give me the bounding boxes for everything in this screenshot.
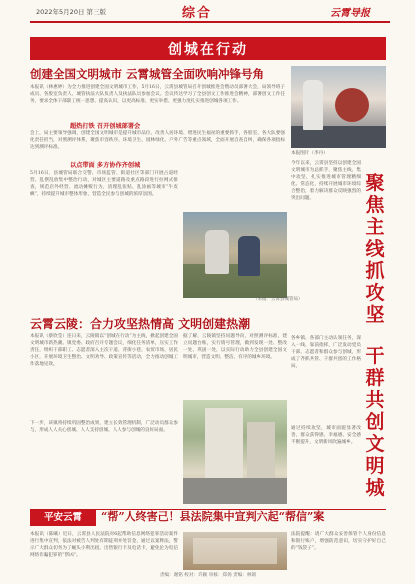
header-rule xyxy=(30,21,390,23)
article1-caption: （本报：云霄县城管局） xyxy=(253,297,303,302)
bottom-photo xyxy=(183,532,287,570)
bottom-paragraph-1: 本报讯（陈曦）近日，云霄县人民法院对6起帮助信息网络犯罪活动案件进行集中宣判，依法对被告人判处有期徒刑并处罚金，通过以案释法，警示广大群众切勿为了蝇头小利出租、出售银行卡及电话卡，避免沦为电信网络诈骗犯罪的“帮凶”。 xyxy=(30,532,178,558)
right-paragraph-2: 各乡镇、各部门主动认领任务，深入一线、靠前指挥，广泛发动党员干部、志愿者和群众参与创城，形成了齐抓共管、干群共创的工作格局。 xyxy=(291,336,361,369)
section-banner xyxy=(30,37,386,60)
article1-paragraph-3: 5月16日，县城管局联合交警、市场监管、街道社区等部门开展占道经营、乱摆乱放集中整治行动，对城区主要道路及重点路段进行拉网式排查，规范店外经营、流动摊贩行为，清理乱张贴、乱涂画等城市“牛皮癣”，持续提升城市整体形象，营造全民参与创城的浓厚氛围。 xyxy=(30,171,178,197)
article1-paragraph-2: 会上，局主要领导强调，创建全国文明城市是提升城市品位、改善人居环境、增进民生福祉的重要抓手，各股室、各大队要强化责任担当，对照测评体系，聚焦市容秩序、环境卫生、园林绿化、户外广告等重点领域，全面开展自查自纠，确保各项指标达到测评标准。 xyxy=(30,131,285,150)
right-paragraph-1: 今年以来，云霄县坚持以创建全国文明城市为总抓手，聚焦主线、集中攻坚，扎实推进城市管理精细化、常态化，持续开展城市环境综合整治，着力解决群众反映强烈的突出问题。 xyxy=(291,161,361,201)
issue-date: 2022年5月20日 第三版 xyxy=(36,8,107,16)
article1-subhead-1: 超热打铁 召开创城部署会 xyxy=(70,123,141,130)
right-photo xyxy=(291,66,386,148)
newspaper-logo: 云霄导报 xyxy=(330,8,370,19)
article1-subhead-2: 以点带面 多方协作齐创城 xyxy=(70,162,141,169)
page-header xyxy=(0,0,415,24)
right-paragraph-3: 通过持续攻坚，城市面貌显著改善，群众获得感、幸福感、安全感不断提升，文明新风吹遍城乡。 xyxy=(291,426,361,445)
article2-paragraph-3: 下一步，该镇将持续巩固整治成果，建立长效管理机制，广泛动员群众参与，形成人人关心创城、人人支持创城、人人参与创城的良好局面。 xyxy=(30,421,178,433)
bottom-paragraph-2: 法院提醒：请广大群众妥善保管个人身份信息和银行账户，增强防范意识，切实守护好自己的“钱袋子”。 xyxy=(291,532,386,551)
bottom-section-tag: 平安云霄 xyxy=(30,510,96,526)
article1-paragraph-1: 本报讯（林惠婷）为全力推进创建全国文明城市工作，5月16日，云霄县城管局召开创城推进会暨动员部署大会，局领导班子成员、各股室负责人、城管执法大队负责人及执法队员参加会议。会议传达学习了全县创文工作推进会精神，部署创文工作任务，要求全体干部职工统一思想、提高认识，以更高标准、更实举措、更强力度扎实推进创城各项工作。 xyxy=(30,85,285,104)
bottom-headline: “帮”人终害己！县法院集中宣判六起“帮信”案 xyxy=(101,510,325,523)
right-photo-caption: 本报图片（李丹） xyxy=(291,151,328,156)
article1-headline: 创建全国文明城市 云霄城管全面吹响冲锋号角 xyxy=(30,67,265,81)
article2-paragraph-2: 据了解，云陵镇坚持问题导向，对照测评标准，建立问题台账，实行销号管理，做到发现一处、整改一处、巩固一处，以实际行动助力全县创建全国文明城市，营造文明、整洁、有序的城乡环境。 xyxy=(183,334,287,360)
page-footer: 责编：谢铭 校对：许颖 审核：郑扬 责编：林锦 xyxy=(159,573,257,578)
article2-paragraph-1: 本报讯（蔡欣莹）连日来，云陵镇以“创城在行动”为主线，掀起创建全国文明城市新热潮。镇党委、政府召开专题会议，细化任务清单，压实工作责任，组织干部职工、志愿者深入主次干道、背街小巷、农贸市场、居民小区，开展环境卫生整治、文明劝导、政策宣传等活动，全力推动创城工作落地见效。 xyxy=(30,334,178,367)
right-vertical-title-2: 干群共创文明城 xyxy=(365,345,385,499)
banner-title: 创城在行动 xyxy=(168,42,248,58)
article1-photo xyxy=(183,212,287,298)
article2-photo xyxy=(183,400,287,504)
article2-headline: 云霄云陵：合力攻坚热情高 文明创建热潮 xyxy=(30,317,251,331)
section-title: 综合 xyxy=(182,6,213,21)
right-vertical-title-1: 聚焦主线抓攻坚 xyxy=(365,172,385,326)
